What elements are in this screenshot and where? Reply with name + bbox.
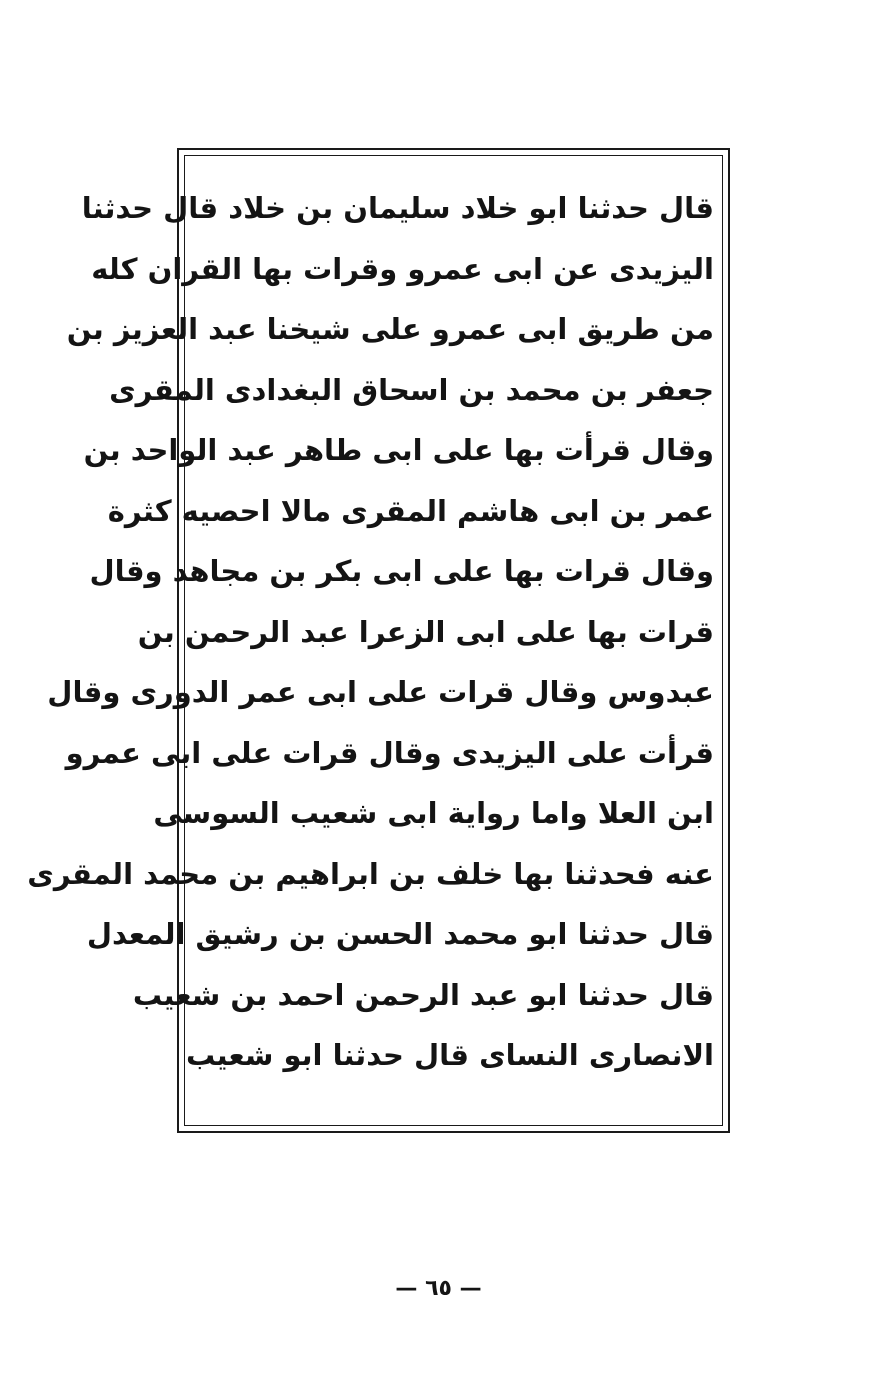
text-line: الانصارى النساى قال حدثنا ابو شعيب <box>185 1038 714 1072</box>
text-line: وقال قرأت بها على ابى طاهر عبد الواحد بن <box>83 433 714 467</box>
text-line: قال حدثنا ابو محمد الحسن بن رشيق المعدل <box>86 917 714 951</box>
text-line: عمر بن ابى هاشم المقرى مالا احصيه كثرة <box>107 493 714 528</box>
manuscript-text <box>27 178 714 1086</box>
text-line: عبدوس وقال قرات على ابى عمر الدورى وقال <box>47 675 714 709</box>
text-line: وقال قرات بها على ابى بكر بن مجاهد وقال <box>89 554 714 588</box>
page-border <box>27 148 730 1133</box>
text-line: قرأت على اليزيدى وقال قرات على ابى عمرو <box>65 735 714 770</box>
text-line: ابن العلا واما رواية ابى شعيب السوسى <box>153 796 714 830</box>
text-line: من طريق ابى عمرو على شيخنا عبد العزيز بن <box>66 312 714 346</box>
page-number: — ٦٥ — <box>395 1276 482 1301</box>
text-line: اليزيدى عن ابى عمرو وقرات بها القران كله <box>91 251 714 286</box>
text-line: قال حدثنا ابو خلاد سليمان بن خلاد قال حدثنا <box>81 191 714 225</box>
text-line: جعفر بن محمد بن اسحاق البغدادى المقرى <box>109 372 714 407</box>
page-border-inner <box>27 155 723 1126</box>
text-line: قرات بها على ابى الزعرا عبد الرحمن بن <box>137 614 714 649</box>
text-line: قال حدثنا ابو عبد الرحمن احمد بن شعيب <box>132 977 714 1012</box>
text-line: عنه فحدثنا بها خلف بن ابراهيم بن محمد المقرى <box>27 856 714 891</box>
